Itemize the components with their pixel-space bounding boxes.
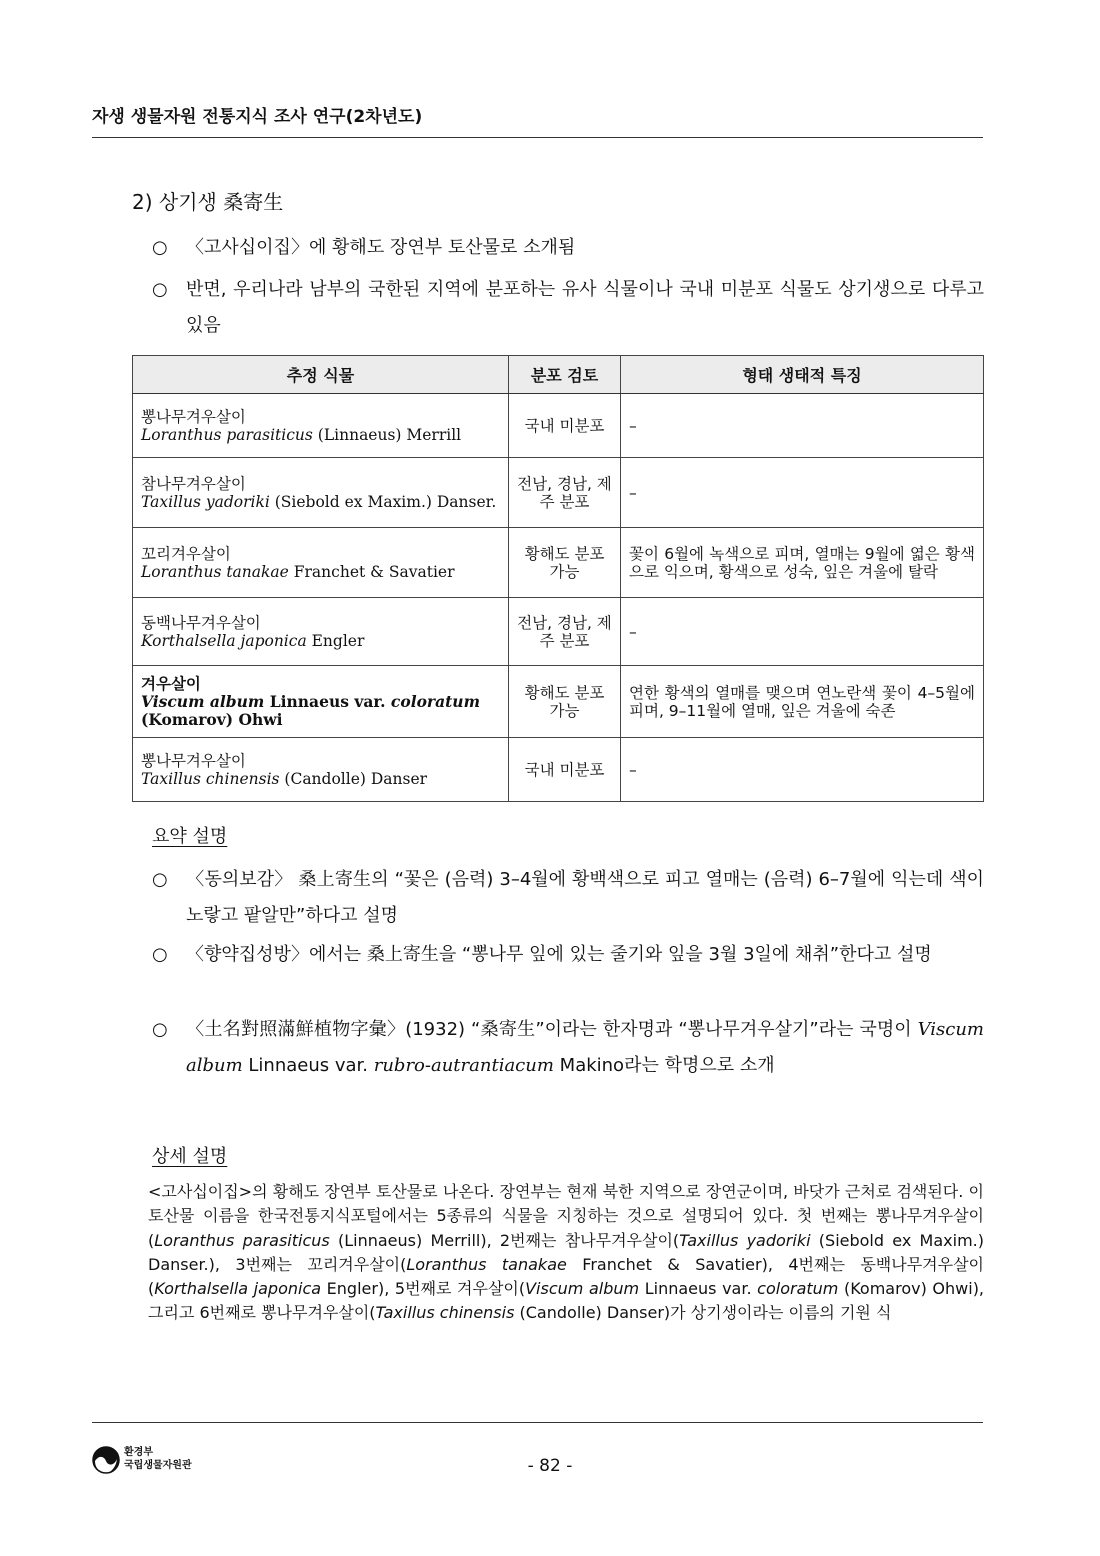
characteristics-cell: 꽃이 6월에 녹색으로 피며, 열매는 9월에 엷은 황색으로 익으며, 황색으로 성숙, 잎은 겨울에 탈락	[621, 528, 984, 598]
plant-korean-name: 참나무겨우살이	[141, 474, 246, 493]
plant-cell	[133, 666, 509, 738]
plant-scientific-name: Loranthus tanakae Franchet & Savatier	[141, 562, 455, 581]
bullet-symbol: ○	[152, 237, 168, 258]
bullet-symbol: ○	[152, 1019, 168, 1040]
header-plant: 추정 식물	[133, 356, 509, 394]
distribution-cell: 국내 미분포	[509, 394, 621, 458]
plant-cell	[133, 598, 509, 666]
distribution-cell: 전남, 경남, 제주 분포	[509, 598, 621, 666]
characteristics-cell: –	[621, 598, 984, 666]
bullet-symbol: ○	[152, 279, 168, 300]
footer-organization: 환경부 국립생물자원관	[124, 1447, 192, 1471]
characteristics-cell: –	[621, 458, 984, 528]
plant-korean-name: 뽕나무겨우살이	[141, 751, 246, 770]
summary-bullet-2: ○ 〈향약집성방〉에서는 桑上寄生을 “뽕나무 잎에 있는 줄기와 잎을 3월 3일에 채취”한다고 설명	[152, 937, 984, 973]
characteristics-cell: –	[621, 394, 984, 458]
characteristics-cell: –	[621, 738, 984, 802]
plant-scientific-name: Taxillus chinensis (Candolle) Danser	[141, 769, 428, 788]
plant-korean-name: 뽕나무겨우살이	[141, 407, 246, 426]
intro-bullet-1: ○ 〈고사십이집〉에 황해도 장연부 토산물로 소개됨	[152, 230, 984, 266]
distribution-cell: 국내 미분포	[509, 738, 621, 802]
plant-scientific-name: Korthalsella japonica Engler	[141, 631, 365, 650]
plant-scientific-name: Taxillus yadoriki (Siebold ex Maxim.) Danser.	[141, 492, 497, 511]
bullet-symbol: ○	[152, 869, 168, 890]
plant-korean-name: 겨우살이	[141, 674, 201, 693]
detail-paragraph: <고사십이집>의 황해도 장연부 토산물로 나온다. 장연부는 현재 북한 지역으로 장연군이며, 바닷가 근처로 검색된다. 이 토산물 이름을 한국전통지식포털에서는 5종류의 식물을 지칭하는 것으로 설명되어 있다. 첫 번째는 뽕나무겨우살이(Loranthus parasiticus (Linnaeus) Merrill), 2번째는 참나무겨우살이(Taxillus yadoriki (Siebold ex Maxim.) Danser.), 3번째는 꼬리겨우살이(Loranthus tanakae Franchet & Savatier), 4번째는 동백나무겨우살이(Korthalsella japonica Engler), 5번째로 겨우살이(Viscum album Linnaeus var. coloratum (Komarov) Ohwi), 그리고 6번째로 뽕나무겨우살이(Taxillus chinensis (Candolle) Danser)가 상기생이라는 이름의 기원 식	[148, 1182, 985, 1323]
section-title: 2) 상기생 桑寄生	[132, 190, 284, 214]
header-rule	[92, 137, 983, 138]
plant-scientific-name: Viscum album Linnaeus var. coloratum (Komarov) Ohwi	[141, 691, 480, 729]
page-number: - 82 -	[527, 1456, 573, 1476]
table-row	[133, 528, 984, 598]
bullet-symbol: ○	[152, 944, 168, 965]
table-row	[133, 458, 984, 528]
table-row	[133, 394, 984, 458]
distribution-cell: 전남, 경남, 제주 분포	[509, 458, 621, 528]
summary-bullet-1: ○ 〈동의보감〉 桑上寄生의 “꽃은 (음력) 3–4월에 황백색으로 피고 열매는 (음력) 6–7월에 익는데 색이 노랗고 팥알만”하다고 설명	[152, 862, 984, 934]
detail-heading: 상세 설명	[152, 1146, 228, 1167]
characteristics-cell: 연한 황색의 열매를 맺으며 연노란색 꽃이 4–5월에 피며, 9–11월에 열매, 잎은 겨울에 숙존	[621, 666, 984, 738]
running-header: 자생 생물자원 전통지식 조사 연구(2차년도)	[92, 107, 423, 127]
distribution-cell: 황해도 분포 가능	[509, 528, 621, 598]
summary-heading: 요약 설명	[152, 826, 228, 847]
candidate-plants-table	[132, 355, 984, 802]
header-characteristics: 형태 생태적 특징	[621, 356, 984, 394]
plant-cell	[133, 528, 509, 598]
plant-korean-name: 꼬리겨우살이	[141, 544, 231, 563]
table-row	[133, 598, 984, 666]
plant-scientific-name: Loranthus parasiticus (Linnaeus) Merrill	[141, 425, 462, 444]
plant-cell	[133, 738, 509, 802]
summary-bullet-3: ○ 〈土名對照滿鮮植物字彙〉(1932) “桑寄生”이라는 한자명과 “뽕나무겨우살기”라는 국명이 Viscum album Linnaeus var. rubro-autrantiacum Makino라는 학명으로 소개	[152, 1012, 984, 1084]
footer-rule	[92, 1422, 983, 1423]
table-row	[133, 666, 984, 738]
table-header-row	[133, 356, 984, 394]
plant-cell	[133, 458, 509, 528]
distribution-cell: 황해도 분포 가능	[509, 666, 621, 738]
header-distribution: 분포 검토	[509, 356, 621, 394]
plant-korean-name: 동백나무겨우살이	[141, 613, 261, 632]
plant-cell	[133, 394, 509, 458]
table-row	[133, 738, 984, 802]
intro-bullet-2: ○ 반면, 우리나라 남부의 국한된 지역에 분포하는 유사 식물이나 국내 미분포 식물도 상기생으로 다루고 있음	[152, 272, 984, 344]
